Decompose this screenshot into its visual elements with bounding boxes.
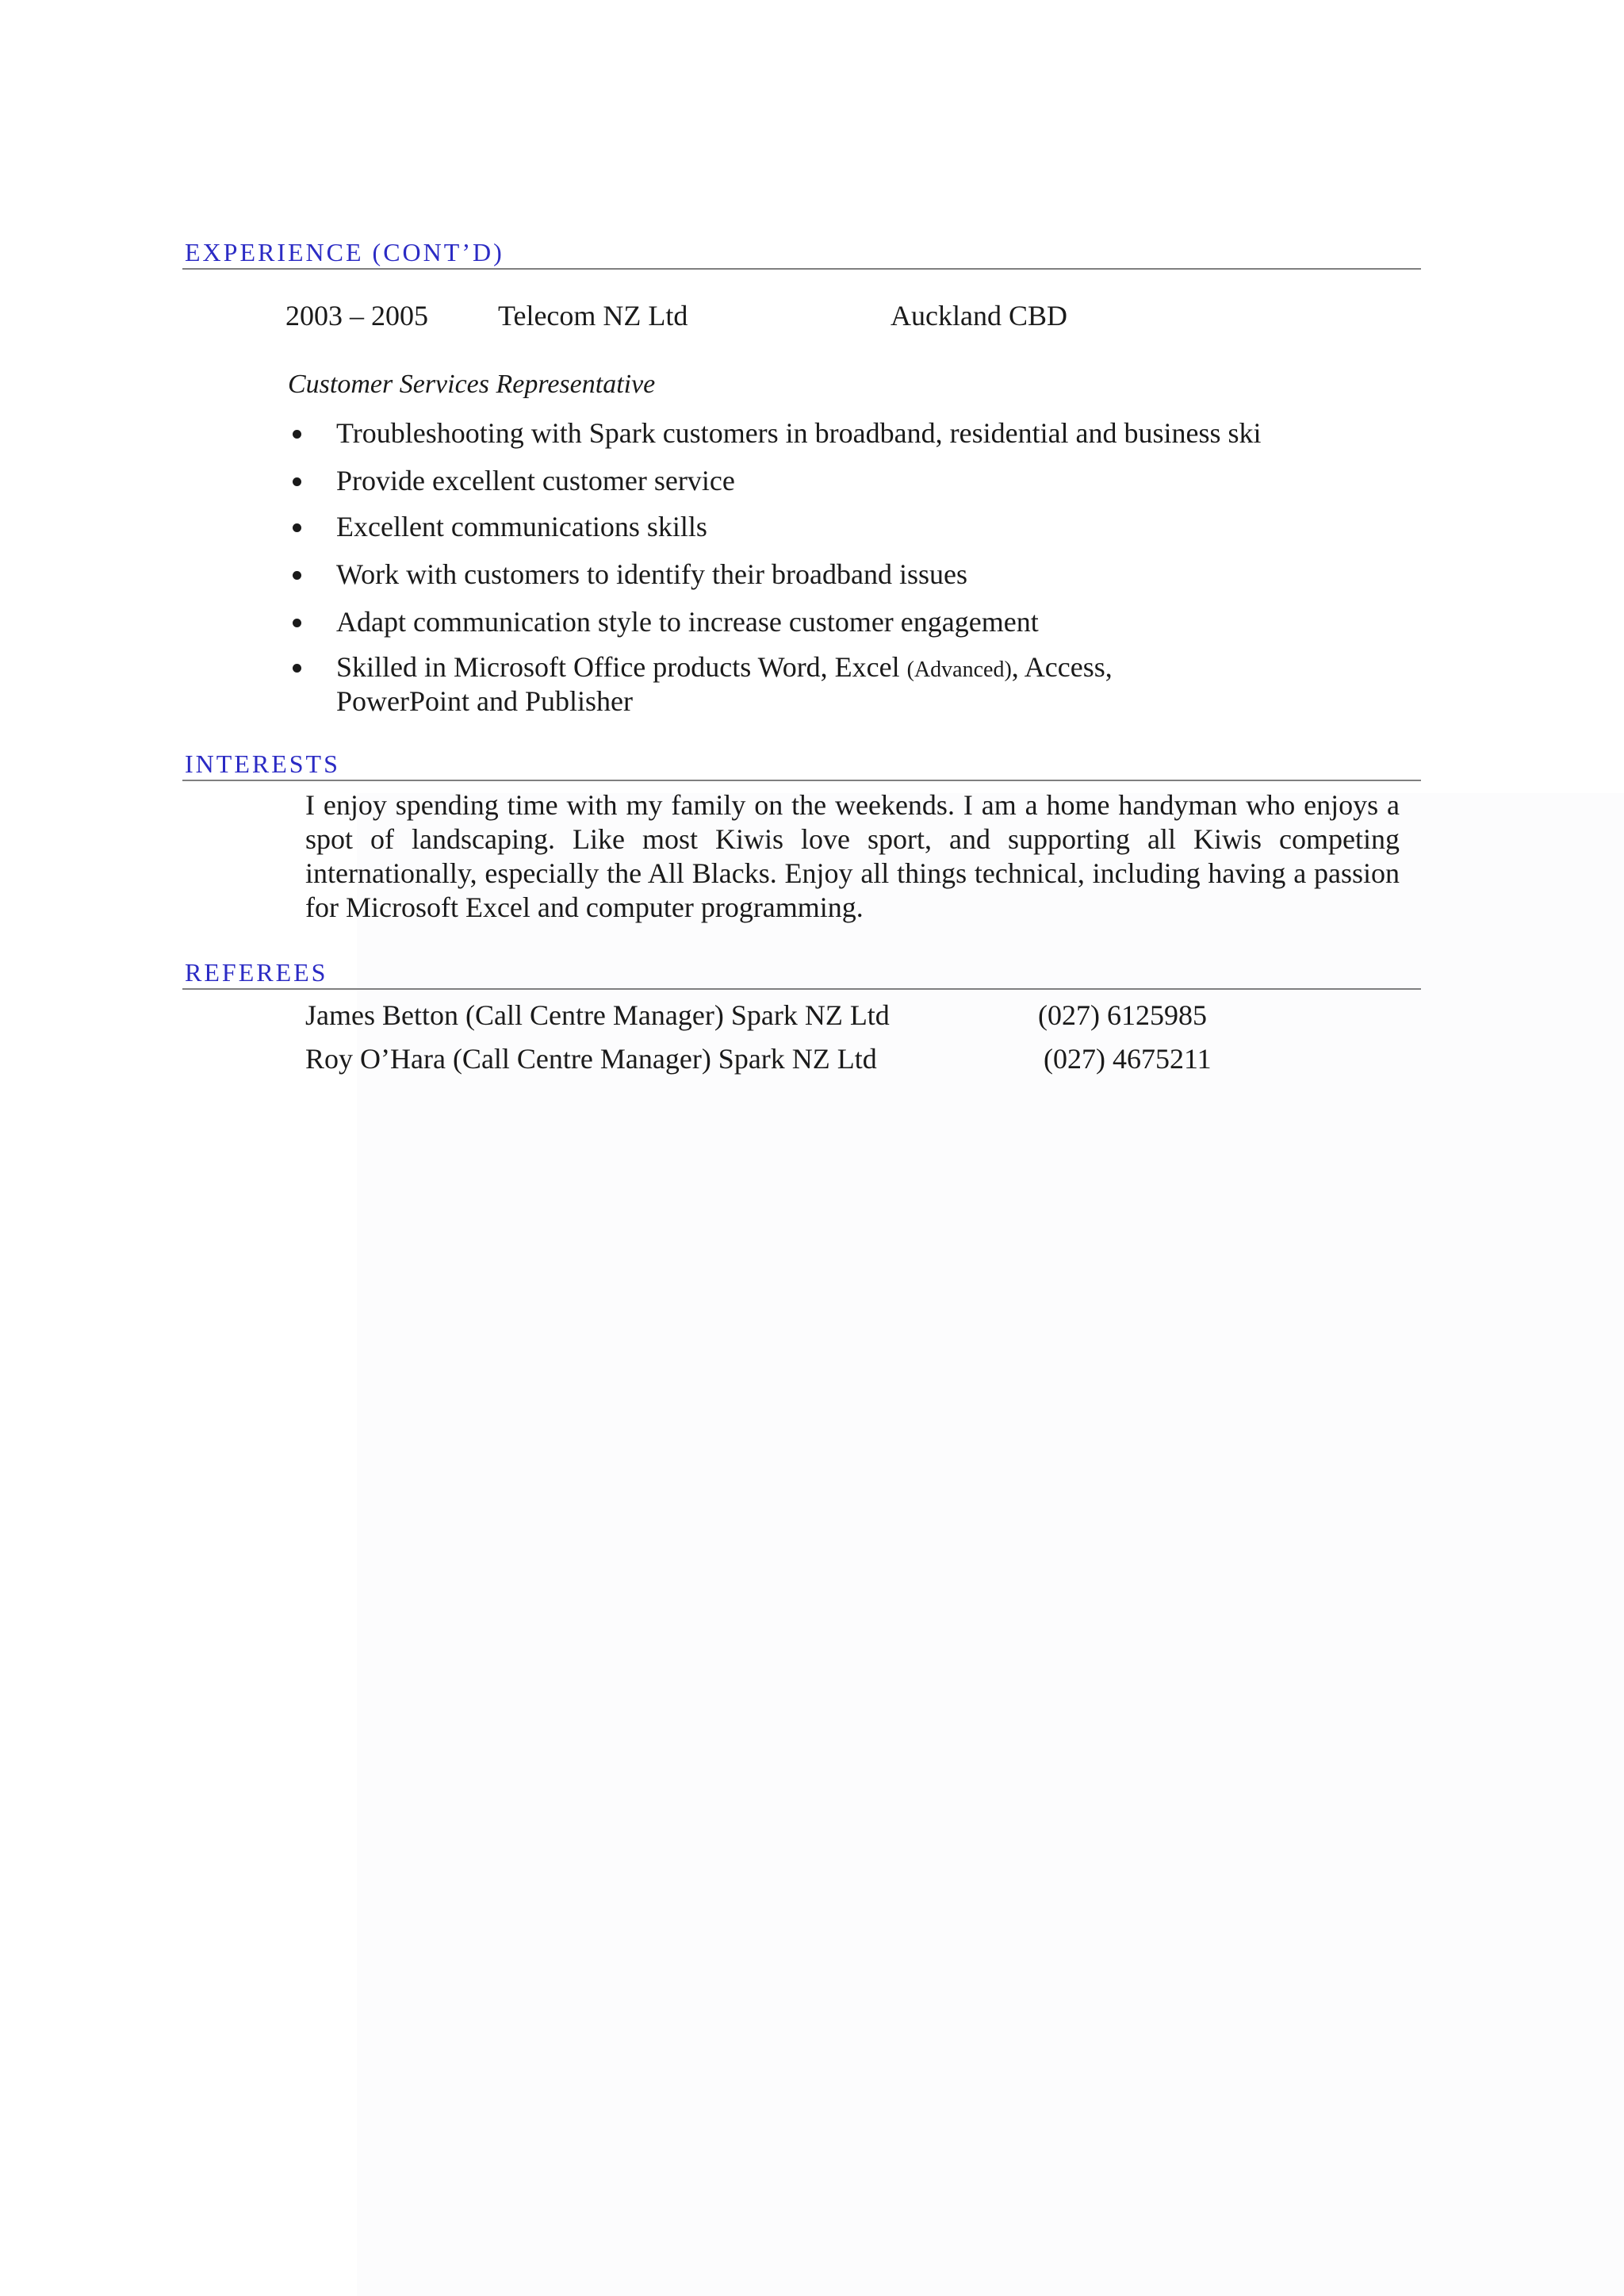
referee-phone: (027) 6125985 [1038, 999, 1207, 1031]
duty-text: , Access, [1011, 651, 1113, 683]
duty-item: Troubleshooting with Spark customers in broadband, residential and business ski [336, 417, 1262, 449]
bullet-marker [293, 571, 301, 580]
interests-heading: INTERESTS [185, 749, 340, 778]
referees-heading: REFEREES [185, 958, 328, 987]
duty-item: Provide excellent customer service [336, 465, 735, 496]
job-company: Telecom NZ Ltd [498, 300, 688, 332]
job-dates: 2003 – 2005 [285, 300, 428, 332]
duty-item: Adapt communication style to increase customer engagement [336, 606, 1039, 638]
bullet-marker [293, 430, 301, 439]
duty-item-continued: PowerPoint and Publisher [336, 685, 633, 717]
experience-rule [182, 268, 1421, 270]
referee-phone: (027) 4675211 [1044, 1043, 1212, 1075]
job-location: Auckland CBD [891, 300, 1067, 332]
duty-item: Excellent communications skills [336, 511, 707, 542]
advanced-note: (Advanced) [906, 657, 1012, 682]
bullet-marker [293, 477, 301, 486]
referee-name: Roy O’Hara (Call Centre Manager) Spark NZ Ltd [305, 1043, 877, 1075]
job-title: Customer Services Representative [288, 370, 656, 399]
interests-paragraph: I enjoy spending time with my family on the weekends. I am a home handyman who enjoys a spot of landscaping. Like most Kiwis love sport, and supporting all Kiwis competing internationally, especially the All Blacks. Enjoy all things technical, including having a passion for Microsoft Excel and computer programming. [305, 789, 1400, 923]
bullet-marker [293, 523, 301, 532]
referee-name: James Betton (Call Centre Manager) Spark NZ Ltd [305, 999, 890, 1031]
duty-text: Skilled in Microsoft Office products Word, Excel [336, 651, 907, 683]
duty-item: Work with customers to identify their broadband issues [336, 558, 967, 590]
experience-heading: EXPERIENCE (CONT’D) [185, 238, 504, 266]
interests-rule [182, 780, 1421, 781]
bullet-marker [293, 619, 301, 627]
duty-item [336, 653, 1113, 681]
referees-rule [182, 988, 1421, 990]
bullet-marker [293, 664, 301, 673]
